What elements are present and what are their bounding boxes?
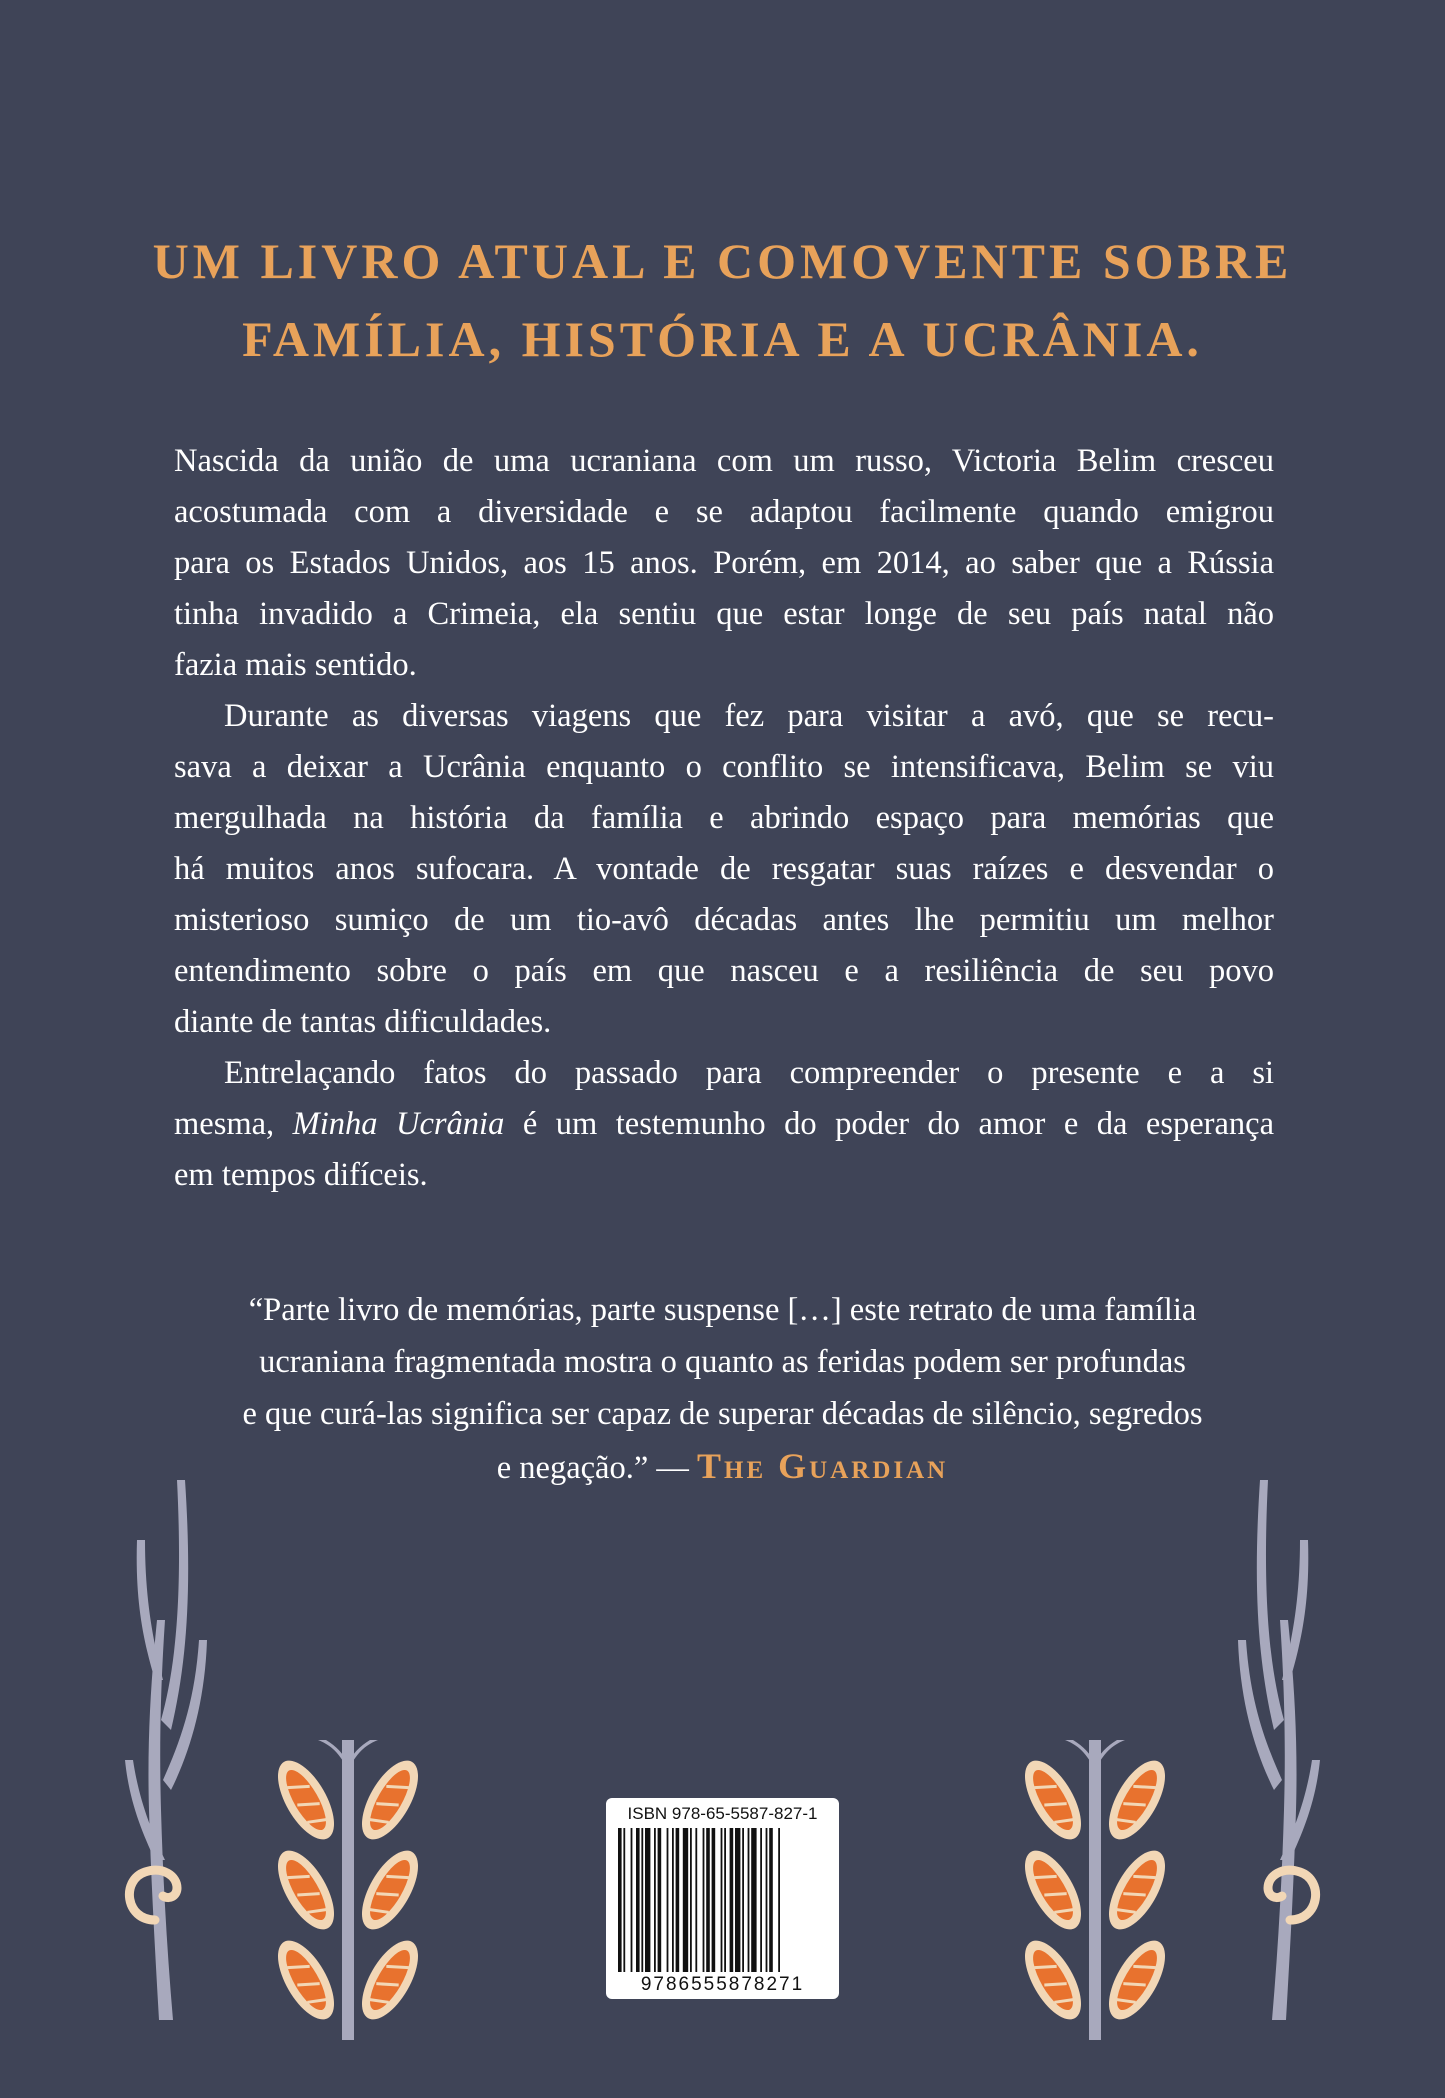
barcode-digits: 9786555878271 [640,1974,805,1995]
barcode-bar [748,1828,750,1972]
quote-line [100,1440,1345,1494]
barcode-bar [724,1828,726,1972]
barcode-bars [618,1828,827,1972]
barcode-bar [742,1828,744,1972]
isbn-barcode [606,1798,839,1999]
p1-line: acostumada com a diversidade e se adaptou facilmente quando emigrou [174,494,1274,530]
barcode-bar [658,1828,662,1972]
p2-line: sava a deixar a Ucrânia enquanto o conflito se intensificava, Belim se viu [174,749,1274,785]
p1-line: tinha invadido a Crimeia, ela sentiu que estar longe de seu país natal não [174,596,1274,632]
barcode-bar [706,1828,710,1972]
left-stem-ornament [115,1480,225,2020]
p3-text: mesma, [174,1106,293,1142]
barcode-bar [766,1828,768,1972]
p2-line: misterioso sumiço de um tio-avô décadas antes lhe permitiu um melhor [174,902,1274,938]
barcode-bar [690,1828,692,1972]
review-quote [100,1284,1345,1494]
headline-line-1: UM LIVRO ATUAL E COMOVENTE SOBRE [152,233,1293,289]
barcode-bar [672,1828,674,1972]
quote-source: The Guardian [697,1446,949,1486]
right-stem-ornament [1220,1480,1330,2020]
barcode-bar [645,1828,650,1972]
p2-line: mergulhada na história da família e abrindo espaço para memórias que [174,800,1274,836]
barcode-bar [735,1828,740,1972]
barcode-bar [623,1828,625,1972]
p3-line [174,1099,1274,1150]
barcode-bar [695,1828,697,1972]
barcode-bar [676,1828,680,1972]
barcode-bar [683,1828,688,1972]
quote-text: e negação.” — [496,1450,698,1486]
barcode-bar [721,1828,723,1972]
barcode-bar [760,1828,762,1972]
p2-line: há muitos anos sufocara. A vontade de resgatar suas raízes e desvendar o [174,851,1274,887]
left-wheat-ornament [268,1740,428,2040]
synopsis [174,436,1274,1201]
barcode-bar [778,1828,780,1972]
barcode-bar [769,1828,773,1972]
barcode-bar [730,1828,734,1972]
p1-line: para os Estados Unidos, aos 15 anos. Porém, em 2014, ao saber que a Rússia [174,545,1274,581]
barcode-bar [751,1828,756,1972]
p1-line: fazia mais sentido. [174,647,417,683]
barcode-bar [618,1828,622,1972]
p2-line: entendimento sobre o país em que nasceu e a resiliência de seu povo [174,953,1274,989]
headline [100,222,1345,378]
right-wheat-ornament [1015,1740,1175,2040]
barcode-bar [641,1828,643,1972]
quote-line: ucraniana fragmentada mostra o quanto as feridas podem ser profundas [259,1344,1186,1380]
barcode-bar [631,1828,633,1972]
p3-text: é um testemunho do poder do amor e da esperança [504,1106,1274,1142]
p2-line: diante de tantas dificuldades. [174,1004,552,1040]
headline-line-2: FAMÍLIA, HISTÓRIA E A UCRÂNIA. [242,311,1203,367]
p3-line: Entrelaçando fatos do passado para compreender o presente e a si [224,1055,1274,1091]
barcode-bar [703,1828,705,1972]
barcode-bar [636,1828,640,1972]
p1-line: Nascida da união de uma ucraniana com um russo, Victoria Belim cresceu [174,443,1274,479]
barcode-bar [654,1828,656,1972]
quote-line: “Parte livro de memórias, parte suspense […] este retrato de uma família [248,1292,1197,1328]
p2-line: Durante as diversas viagens que fez para visitar a avó, que se recu- [224,698,1274,734]
book-title: Minha Ucrânia [292,1106,505,1142]
p3-line: em tempos difíceis. [174,1157,428,1193]
barcode-bar [712,1828,716,1972]
quote-line: e que curá-las significa ser capaz de superar décadas de silêncio, segredos [242,1396,1203,1432]
isbn-label: ISBN 978-65-5587-827-1 [627,1804,818,1823]
barcode-bar [667,1828,669,1972]
